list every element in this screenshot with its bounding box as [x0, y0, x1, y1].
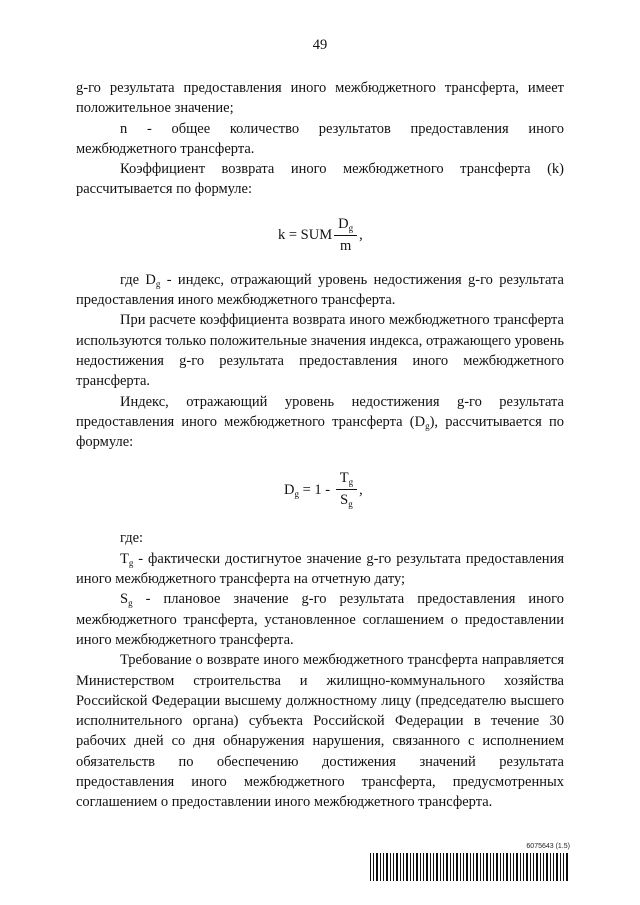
paragraph-k-intro: Коэффициент возврата иного межбюджетного трансферта (k) рассчитывается по формуле: [76, 161, 564, 198]
document-body [76, 78, 564, 813]
text-fragment: S [120, 591, 129, 608]
formula-dg-numerator-sub: g [348, 477, 354, 488]
formula-dg-denominator-sub: g [348, 499, 353, 510]
text-fragment: - фактически достигнутое значение g-го результата предоставления иного межбюджетного трансферта на отчетную дату; [76, 550, 564, 588]
barcode-caption: 6075643 (1.5) [526, 843, 570, 850]
subscript: g [128, 598, 133, 609]
paragraph-sg-definition [76, 589, 564, 650]
paragraph-where: где: [120, 530, 144, 547]
formula-k-fraction [334, 216, 357, 255]
text-fragment: - индекс, отражающий уровень недостижения g-го результата предоставления иного межбюджетного трансферта. [76, 271, 564, 309]
paragraph-return-requirement: Требование о возврате иного межбюджетного трансферта направляется Министерством строительства и жилищно-коммунального хозяйства Российской Федерации высшему должностному лицу (председателю высшего исполнительного органа) субъекта Российской Федерации в течение 30 рабочих дней со дня обнаружения нарушения, связанного с исполнением обязательств по обеспечению достижения значений результата предоставления иного межбюджетного трансферта, предусмотренных соглашением о предоставлении иного межбюджетного трансферта. [76, 652, 564, 811]
formula-dg [76, 452, 564, 528]
paragraph-positive-values: При расчете коэффициента возврата иного межбюджетного трансферта используются только положительные значения индекса, отражающего уровень недостижения g-го результата предоставления иного межбюджетного трансферта. [76, 312, 564, 390]
formula-k-denominator: m [339, 237, 352, 254]
paragraph-continuation: g-го результата предоставления иного межбюджетного трансферта, имеет положительное значение; [76, 80, 564, 117]
formula-dg-lhs [284, 480, 299, 500]
text-fragment: - плановое значение g-го результата предоставления иного межбюджетного трансферта, установленное соглашением о предоставлении иного межбюджетного трансферта. [76, 591, 564, 648]
formula-dg-fraction [336, 470, 357, 509]
formula-k-numerator-sub: g [348, 222, 354, 233]
formula-k [76, 200, 564, 270]
formula-dg-lhs-main: D [284, 481, 295, 498]
subscript: g [128, 557, 134, 568]
formula-dg-trail: , [359, 481, 363, 498]
paragraph-dg-definition [76, 270, 564, 311]
paragraph-n-definition: n - общее количество результатов предоставления иного межбюджетного трансферта. [76, 120, 564, 157]
barcode [370, 843, 570, 883]
text-fragment: Индекс, отражающий уровень недостижения g-го результата предоставления иного межбюджетного трансферта (D [76, 393, 564, 430]
formula-k-lhs: k = SUM [278, 227, 333, 244]
formula-dg-lhs-sub: g [294, 488, 299, 499]
paragraph-tg-definition [76, 549, 564, 590]
page-number: 49 [312, 37, 328, 53]
formula-dg-eq: = 1 - [298, 481, 334, 498]
formula-k-trail: , [359, 227, 363, 244]
subscript: g [155, 278, 161, 289]
text-fragment: ), рассчитывается по формуле: [76, 413, 564, 451]
barcode-bars [370, 853, 570, 881]
text-fragment: где D [120, 271, 156, 288]
paragraph-dg-intro [76, 392, 564, 453]
text-fragment: T [120, 550, 129, 567]
formula-dg-numerator: T [339, 470, 349, 487]
formula-k-numerator: D [338, 215, 349, 232]
formula-dg-denominator: S [340, 492, 349, 509]
subscript: g [425, 420, 430, 431]
